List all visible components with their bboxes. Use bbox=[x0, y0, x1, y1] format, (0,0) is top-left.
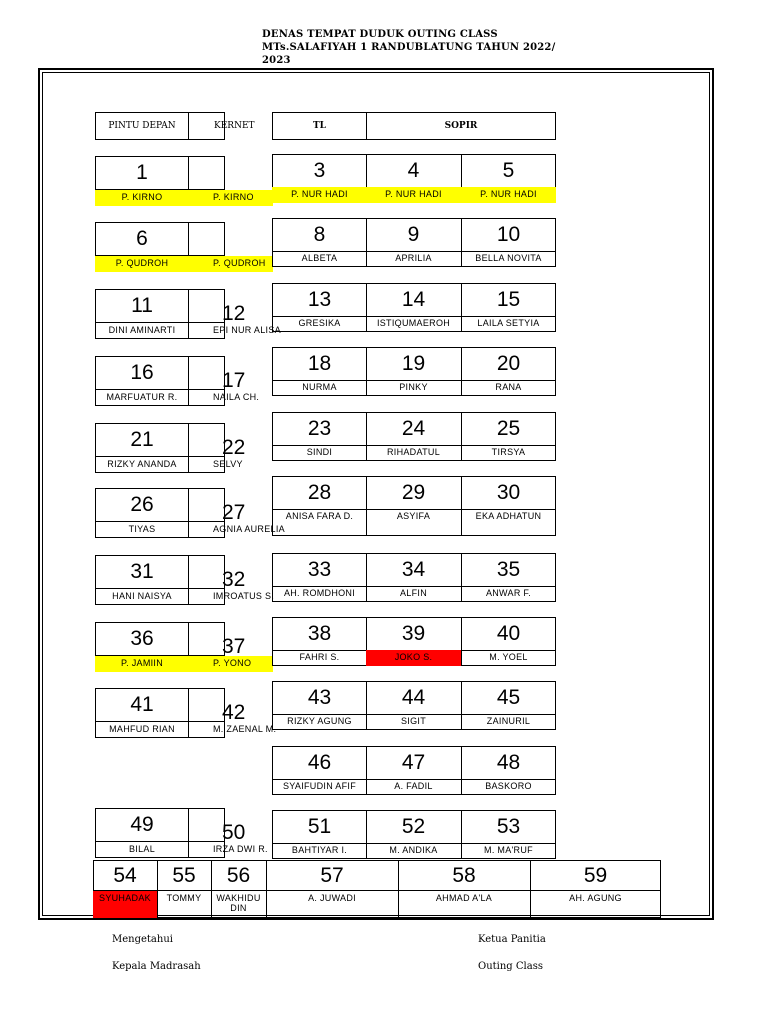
seat-name: P. NUR HADI bbox=[480, 189, 537, 199]
seat-33 bbox=[272, 553, 367, 602]
seat-5 bbox=[461, 154, 556, 203]
seat-20 bbox=[461, 347, 556, 396]
seat-name: IMROATUS S. bbox=[213, 591, 275, 601]
seat-32 bbox=[189, 555, 273, 605]
seat-name: M. ANDIKA bbox=[389, 845, 438, 855]
seat-number: 42 bbox=[222, 701, 246, 724]
seat-number: 10 bbox=[496, 223, 521, 246]
seat-58 bbox=[398, 860, 530, 918]
seat-50 bbox=[189, 808, 273, 858]
title-line-3: 2023 bbox=[262, 55, 291, 66]
seat-name: A. FADIL bbox=[394, 781, 433, 791]
seat-number: 47 bbox=[401, 751, 426, 774]
seat-number: 8 bbox=[313, 223, 326, 246]
seat-number: 49 bbox=[130, 813, 154, 836]
seat-35 bbox=[461, 553, 556, 602]
front-door-text: PINTU DEPAN bbox=[108, 121, 176, 131]
seat-name: TIRSYA bbox=[491, 447, 526, 457]
seat-number: 51 bbox=[307, 815, 332, 838]
seat-14 bbox=[366, 283, 461, 332]
seat-39 bbox=[366, 617, 461, 666]
footer-ketua-panitia: Ketua Panitia bbox=[478, 934, 546, 945]
seat-name: ANISA FARA D. bbox=[285, 511, 354, 521]
seat-name: BELLA NOVITA bbox=[475, 253, 542, 263]
seat-name: P. JAMIIN bbox=[120, 658, 164, 668]
seat-name: EPI NUR ALISA bbox=[213, 325, 281, 335]
seat-name: M. ZAENAL M. bbox=[213, 724, 277, 734]
seat-15 bbox=[461, 283, 556, 332]
document-title bbox=[262, 28, 582, 67]
seat-number: 19 bbox=[401, 352, 426, 375]
seat-name: ALBETA bbox=[301, 253, 338, 263]
seat-name: RIHADATUL bbox=[386, 447, 441, 457]
seat-34 bbox=[366, 553, 461, 602]
seat-number: 29 bbox=[401, 481, 426, 504]
seat-name: M. YOEL bbox=[489, 652, 528, 662]
seat-4 bbox=[366, 154, 461, 203]
seat-number: 32 bbox=[222, 568, 246, 591]
seat-name: ANWAR F. bbox=[485, 588, 532, 598]
driver-text: SOPIR bbox=[444, 121, 478, 131]
seat-name: PINKY bbox=[399, 382, 428, 392]
conductor-text: KERNET bbox=[214, 121, 255, 131]
seat-37 bbox=[189, 622, 273, 672]
seat-name: IRZA DWI R. bbox=[213, 844, 268, 854]
seat-name: ISTIQUMAEROH bbox=[376, 318, 451, 328]
seat-number: 48 bbox=[496, 751, 521, 774]
seat-number: 30 bbox=[496, 481, 521, 504]
seat-name: P. KIRNO bbox=[121, 192, 163, 202]
seat-30 bbox=[461, 476, 556, 536]
seat-number: 38 bbox=[307, 622, 332, 645]
seat-number: 41 bbox=[130, 693, 154, 716]
seat-7 bbox=[189, 222, 273, 272]
seat-number: 21 bbox=[130, 428, 154, 451]
seat-name: AHMAD A'LA bbox=[435, 893, 493, 903]
seat-name: A. JUWADI bbox=[308, 893, 356, 903]
seat-name: AGNIA AURELIA bbox=[213, 524, 285, 534]
seat-19 bbox=[366, 347, 461, 396]
seat-name: ASYIFA bbox=[396, 511, 431, 521]
seat-number: 24 bbox=[401, 417, 426, 440]
footer-outing-class: Outing Class bbox=[478, 961, 543, 972]
seat-name: MARFUATUR R. bbox=[106, 392, 178, 402]
seat-number: 23 bbox=[307, 417, 332, 440]
conductor-label bbox=[188, 112, 255, 140]
seat-name: RANA bbox=[495, 382, 522, 392]
seat-name: BILAL bbox=[128, 844, 156, 854]
seat-name: WAKHIDU DIN bbox=[216, 893, 261, 913]
seat-53 bbox=[461, 810, 556, 859]
seat-31 bbox=[95, 555, 189, 605]
seat-23 bbox=[272, 412, 367, 461]
seat-number: 6 bbox=[136, 227, 148, 250]
seat-number: 13 bbox=[307, 288, 332, 311]
seat-name: EKA ADHATUN bbox=[475, 511, 542, 521]
seat-name: TIYAS bbox=[128, 524, 156, 534]
seat-49 bbox=[95, 808, 189, 858]
seat-41 bbox=[95, 688, 189, 738]
seat-59 bbox=[530, 860, 661, 918]
seat-26 bbox=[95, 488, 189, 538]
seat-number: 28 bbox=[307, 481, 332, 504]
seat-name: P. NUR HADI bbox=[385, 189, 442, 199]
front-door-label bbox=[95, 112, 189, 140]
seat-name: MAHFUD RIAN bbox=[109, 724, 175, 734]
seat-28 bbox=[272, 476, 367, 536]
seat-number: 39 bbox=[401, 622, 426, 645]
seat-13 bbox=[272, 283, 367, 332]
footer-mengetahui: Mengetahui bbox=[112, 934, 173, 945]
seat-name: FAHRI S. bbox=[299, 652, 340, 662]
seat-number: 16 bbox=[130, 361, 154, 384]
seat-number: 50 bbox=[222, 821, 246, 844]
seat-number: 17 bbox=[222, 369, 246, 392]
seat-56 bbox=[211, 860, 266, 918]
seat-21 bbox=[95, 423, 189, 473]
seat-name: P. KIRNO bbox=[213, 192, 254, 202]
seat-name: ALFIN bbox=[399, 588, 427, 598]
seat-1 bbox=[95, 156, 189, 206]
seat-name: SYAIFUDIN AFIF bbox=[282, 781, 357, 791]
seat-number: 36 bbox=[130, 627, 154, 650]
seat-47 bbox=[366, 746, 461, 795]
seat-name: AH. ROMDHONI bbox=[283, 588, 356, 598]
seat-number: 57 bbox=[320, 864, 344, 887]
seat-name: SELVY bbox=[213, 459, 243, 469]
seat-number: 15 bbox=[496, 288, 521, 311]
seat-55 bbox=[157, 860, 211, 918]
seat-11 bbox=[95, 289, 189, 339]
seat-number: 12 bbox=[222, 302, 246, 325]
seat-number: 59 bbox=[583, 864, 608, 887]
seat-number: 27 bbox=[222, 501, 246, 524]
seat-number: 31 bbox=[130, 560, 154, 583]
seat-name: LAILA SETYIA bbox=[477, 318, 540, 328]
seat-name: SINDI bbox=[306, 447, 333, 457]
seat-name: GRESIKA bbox=[298, 318, 341, 328]
tour-leader-label bbox=[272, 112, 367, 140]
seat-number: 35 bbox=[496, 558, 521, 581]
seat-number: 58 bbox=[452, 864, 476, 887]
seat-number: 14 bbox=[401, 288, 426, 311]
seat-name: NURMA bbox=[302, 382, 337, 392]
seat-name: P. YONO bbox=[213, 658, 252, 668]
seat-name: SIGIT bbox=[400, 716, 426, 726]
seat-27 bbox=[189, 488, 285, 538]
seat-17 bbox=[189, 356, 273, 406]
seat-name: RIZKY ANANDA bbox=[107, 459, 177, 469]
seat-number: 53 bbox=[496, 815, 521, 838]
seat-52 bbox=[366, 810, 461, 859]
seat-8 bbox=[272, 218, 367, 267]
seat-2 bbox=[189, 156, 273, 206]
seat-57 bbox=[266, 860, 398, 918]
seat-number: 54 bbox=[113, 864, 137, 887]
seat-12 bbox=[189, 289, 281, 339]
tour-leader-text: TL bbox=[312, 121, 327, 131]
seat-3 bbox=[272, 154, 367, 203]
seat-name: ZAINURIL bbox=[486, 716, 531, 726]
seat-16 bbox=[95, 356, 189, 406]
seat-number: 4 bbox=[407, 159, 420, 182]
seat-name: TOMMY bbox=[166, 893, 202, 903]
seat-name: DINI AMINARTI bbox=[108, 325, 176, 335]
title-line-2: MTs.SALAFIYAH 1 RANDUBLATUNG TAHUN 2022/ bbox=[262, 42, 556, 53]
seat-number: 34 bbox=[401, 558, 426, 581]
seat-number: 46 bbox=[307, 751, 332, 774]
seat-number: 44 bbox=[401, 686, 426, 709]
seat-number: 40 bbox=[496, 622, 521, 645]
seat-number: 52 bbox=[401, 815, 426, 838]
seat-name: NAILA CH. bbox=[213, 392, 260, 402]
seat-number: 43 bbox=[307, 686, 332, 709]
seat-name: AH. AGUNG bbox=[569, 893, 622, 903]
seat-number: 56 bbox=[226, 864, 251, 887]
seat-name: BASKORO bbox=[485, 781, 532, 791]
seat-number: 5 bbox=[502, 159, 515, 182]
seat-38 bbox=[272, 617, 367, 666]
seat-number: 22 bbox=[222, 436, 246, 459]
seat-name: HANI NAISYA bbox=[112, 591, 172, 601]
seat-48 bbox=[461, 746, 556, 795]
seat-42 bbox=[189, 688, 277, 738]
seat-9 bbox=[366, 218, 461, 267]
seat-number: 1 bbox=[136, 161, 148, 184]
seat-25 bbox=[461, 412, 556, 461]
driver-label bbox=[366, 112, 556, 140]
seat-36 bbox=[95, 622, 189, 672]
seat-name: P. QUDROH bbox=[115, 258, 169, 268]
seat-name: BAHTIYAR I. bbox=[291, 845, 348, 855]
seat-29 bbox=[366, 476, 461, 536]
seat-46 bbox=[272, 746, 367, 795]
seat-number: 45 bbox=[496, 686, 521, 709]
seat-10 bbox=[461, 218, 556, 267]
seat-number: 55 bbox=[172, 864, 196, 887]
seat-number: 20 bbox=[496, 352, 521, 375]
seat-name: RIZKY AGUNG bbox=[287, 716, 352, 726]
seat-number: 9 bbox=[407, 223, 420, 246]
seat-24 bbox=[366, 412, 461, 461]
seat-name: SYUHADAK bbox=[99, 893, 151, 903]
seat-name: JOKO S. bbox=[394, 652, 433, 662]
footer-kepala-madrasah: Kepala Madrasah bbox=[112, 961, 201, 972]
seat-number: 18 bbox=[307, 352, 332, 375]
seat-54 bbox=[93, 860, 157, 918]
seat-40 bbox=[461, 617, 556, 666]
seat-51 bbox=[272, 810, 367, 859]
seat-18 bbox=[272, 347, 367, 396]
seat-number: 25 bbox=[496, 417, 521, 440]
seat-name: P. NUR HADI bbox=[291, 189, 348, 199]
seat-number: 37 bbox=[222, 635, 246, 658]
seat-name: P. QUDROH bbox=[213, 258, 266, 268]
seat-6 bbox=[95, 222, 189, 272]
seat-name: M. MA'RUF bbox=[484, 845, 533, 855]
seat-45 bbox=[461, 681, 556, 730]
seat-44 bbox=[366, 681, 461, 730]
seat-name: APRILIA bbox=[395, 253, 432, 263]
seat-22 bbox=[189, 423, 273, 473]
seat-number: 26 bbox=[130, 493, 154, 516]
seat-number: 11 bbox=[131, 294, 153, 317]
seat-number: 3 bbox=[313, 159, 326, 182]
title-line-1: DENAS TEMPAT DUDUK OUTING CLASS bbox=[262, 29, 498, 40]
seat-43 bbox=[272, 681, 367, 730]
seat-number: 33 bbox=[307, 558, 332, 581]
